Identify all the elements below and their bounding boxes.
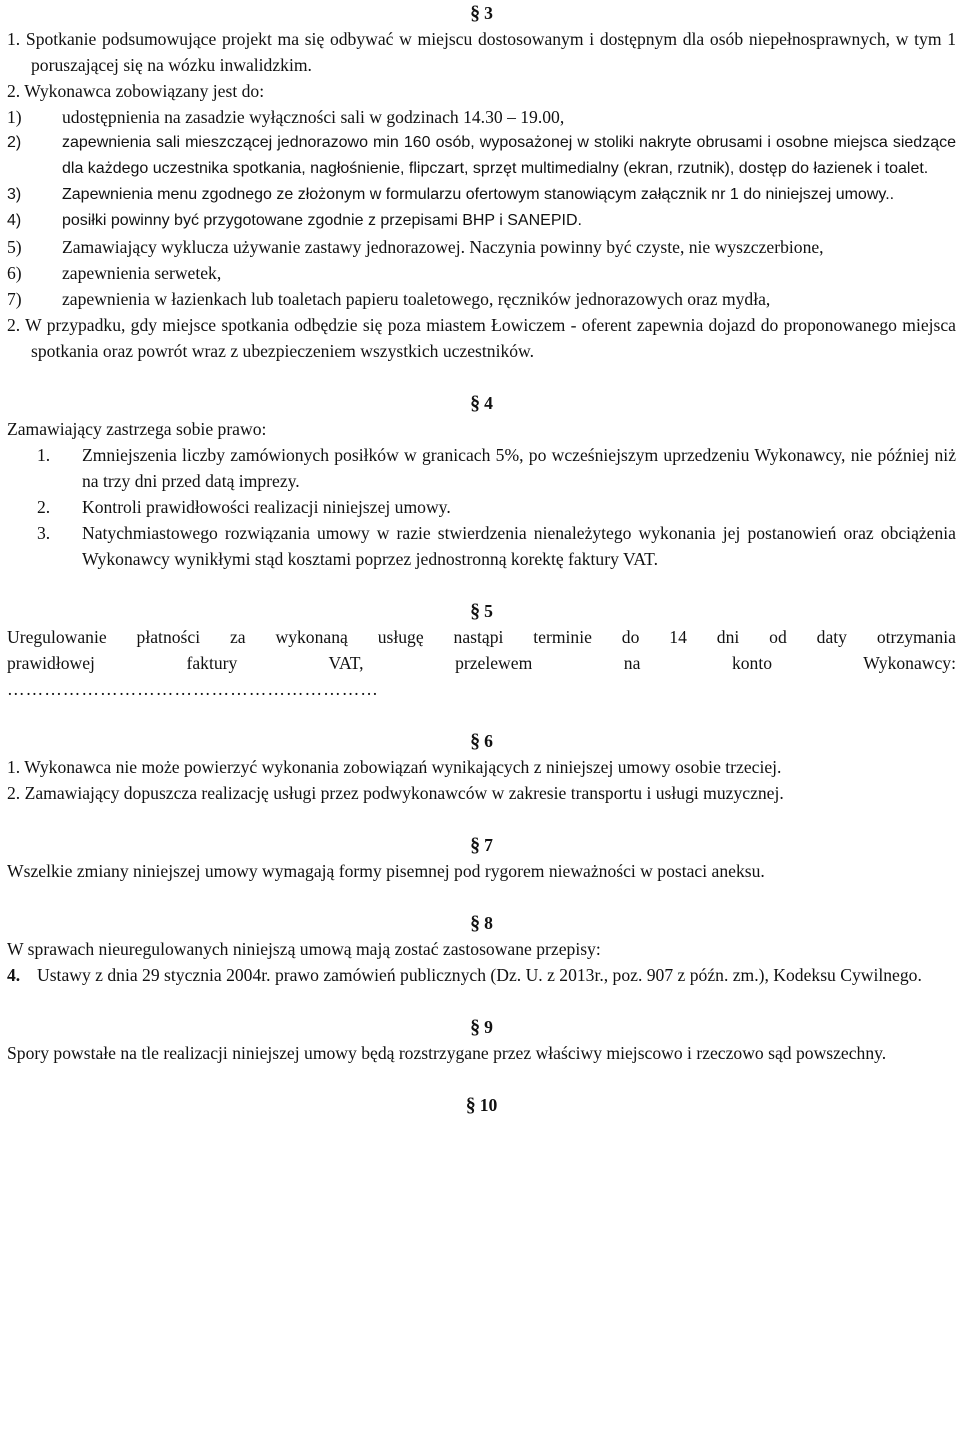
list-item: [7, 130, 956, 182]
section-number: 5: [484, 601, 493, 621]
list-item: [7, 208, 956, 234]
section-5-heading: [7, 598, 956, 624]
list-item-number: 2.: [37, 497, 51, 517]
s6-p1-text: Wykonawca nie może powierzyć wykonania zobowiązań wynikających z niniejszej umowy osobie trzeciej.: [24, 757, 782, 777]
s6-p2-text: Zamawiający dopuszcza realizację usługi przez podwykonawców w zakresie transportu i usługi muzycznej.: [24, 783, 784, 803]
s3-paragraph-1: [7, 26, 956, 78]
s5-line-2: prawidłowej faktury VAT, przelewem na konto Wykonawcy:: [7, 653, 956, 673]
list-item-text: Zmniejszenia liczby zamówionych posiłków w granicach 5%, po wcześniejszym uprzedzeniu Wykonawcy, nie później niż na trzy dni przed datą imprezy.: [82, 445, 956, 491]
list-item-number: 3.: [37, 523, 51, 543]
s5-account-placeholder: ……………………………………………………: [7, 679, 379, 699]
s3-p2-number: 2.: [7, 81, 21, 101]
section-3-heading: [7, 0, 956, 26]
list-item: [7, 520, 956, 572]
list-item-text: Kontroli prawidłowości realizacji niniejszej umowy.: [82, 497, 451, 517]
section-number: 3: [484, 3, 493, 23]
list-item-number: 7): [7, 289, 22, 309]
section-7-heading: [7, 832, 956, 858]
list-item-text: zapewnienia w łazienkach lub toaletach papieru toaletowego, ręczników jednorazowych oraz mydła,: [62, 289, 771, 309]
s3-p3-number: 2.: [7, 315, 21, 335]
s3-obligations-list: [7, 104, 956, 312]
s6-paragraph-1: [7, 754, 956, 780]
s6-p2-number: 2.: [7, 783, 21, 803]
list-item-number: 1): [7, 107, 22, 127]
s3-paragraph-2: [7, 78, 956, 104]
s4-intro: Zamawiający zastrzega sobie prawo:: [7, 419, 267, 439]
section-4-heading: [7, 390, 956, 416]
list-item: [7, 286, 956, 312]
list-item: [7, 234, 956, 260]
s5-line-1: Uregulowanie płatności za wykonaną usługę nastąpi terminie do 14 dni od daty otrzymania: [7, 627, 956, 647]
list-item-text: udostępnienia na zasadzie wyłączności sali w godzinach 14.30 – 19.00,: [62, 107, 565, 127]
s3-p3-text: W przypadku, gdy miejsce spotkania odbędzie się poza miastem Łowiczem - oferent zapewnia dojazd do proponowanego miejsca spotkania oraz powrót wraz z ubezpieczeniem wszystkich uczestników.: [25, 315, 956, 361]
s6-p1-number: 1.: [7, 757, 21, 777]
list-item: [7, 260, 956, 286]
section-symbol: §: [470, 600, 481, 622]
s4-rights-list: [7, 442, 956, 572]
s8-intro: W sprawach nieuregulowanych niniejszą umową mają zostać zastosowane przepisy:: [7, 939, 601, 959]
list-item-number: 4): [7, 212, 22, 229]
section-symbol: §: [470, 2, 481, 24]
s6-paragraph-2: [7, 780, 956, 806]
s3-paragraph-3: [7, 312, 956, 364]
section-symbol: §: [465, 1094, 476, 1116]
list-item: [7, 962, 956, 988]
s3-p1-text: Spotkanie podsumowujące projekt ma się odbywać w miejscu dostosowanym i dostępnym dla osób niepełnosprawnych, w tym 1 poruszającej się na wózku inwalidzkim.: [25, 29, 956, 75]
list-item-number: 6): [7, 263, 22, 283]
list-item-number: 4.: [7, 965, 21, 985]
section-number: 6: [484, 731, 493, 751]
section-8-heading: [7, 910, 956, 936]
list-item: [7, 494, 956, 520]
section-symbol: §: [470, 392, 481, 414]
section-number: 8: [484, 913, 493, 933]
section-symbol: §: [470, 730, 481, 752]
section-6-heading: [7, 728, 956, 754]
s3-p1-number: 1.: [7, 29, 21, 49]
list-item-text: Natychmiastowego rozwiązania umowy w razie stwierdzenia nienależytego wykonania jej postanowień oraz obciążenia Wykonawcy wynikłymi stąd kosztami poprzez jednostronną korektę faktury VAT.: [82, 523, 956, 569]
section-number: 10: [479, 1095, 498, 1115]
list-item: [7, 182, 956, 208]
list-item-text: zapewnienia serwetek,: [62, 263, 222, 283]
section-number: 4: [484, 393, 493, 413]
list-item: [7, 442, 956, 494]
section-number: 7: [484, 835, 493, 855]
list-item-number: 1.: [37, 445, 51, 465]
section-10-heading: [7, 1092, 956, 1118]
section-9-heading: [7, 1014, 956, 1040]
list-item-number: 5): [7, 237, 22, 257]
list-item: [7, 104, 956, 130]
section-symbol: §: [470, 834, 481, 856]
list-item-text: Ustawy z dnia 29 stycznia 2004r. prawo zamówień publicznych (Dz. U. z 2013r., poz. 907 z późn. zm.), Kodeksu Cywilnego.: [37, 965, 922, 985]
s9-text: Spory powstałe na tle realizacji niniejszej umowy będą rozstrzygane przez właściwy miejscowo i rzeczowo sąd powszechny.: [7, 1043, 887, 1063]
s3-p2-text: Wykonawca zobowiązany jest do:: [24, 81, 265, 101]
section-symbol: §: [470, 1016, 481, 1038]
list-item-text: Zamawiający wyklucza używanie zastawy jednorazowej. Naczynia powinny być czyste, nie wyszczerbione,: [62, 237, 824, 257]
list-item-text: posiłki powinny być przygotowane zgodnie z przepisami BHP i SANEPID.: [62, 212, 582, 229]
list-item-number: 2): [7, 134, 22, 151]
list-item-text: Zapewnienia menu zgodnego ze złożonym w formularzu ofertowym stanowiącym załącznik nr 1 do niniejszej umowy..: [62, 186, 895, 203]
list-item-number: 3): [7, 186, 22, 203]
section-number: 9: [484, 1017, 493, 1037]
list-item-text: zapewnienia sali mieszczącej jednorazowo min 160 osób, wyposażonej w stoliki nakryte obrusami i osobne miejsca siedzące dla każdego uczestnika spotkania, nagłośnienie, flipczart, sprzęt multimedialny (ekran, rzutnik), dostęp do łazienek i toalet.: [62, 134, 956, 177]
section-symbol: §: [470, 912, 481, 934]
s7-text: Wszelkie zmiany niniejszej umowy wymagają formy pisemnej pod rygorem nieważności w postaci aneksu.: [7, 861, 765, 881]
